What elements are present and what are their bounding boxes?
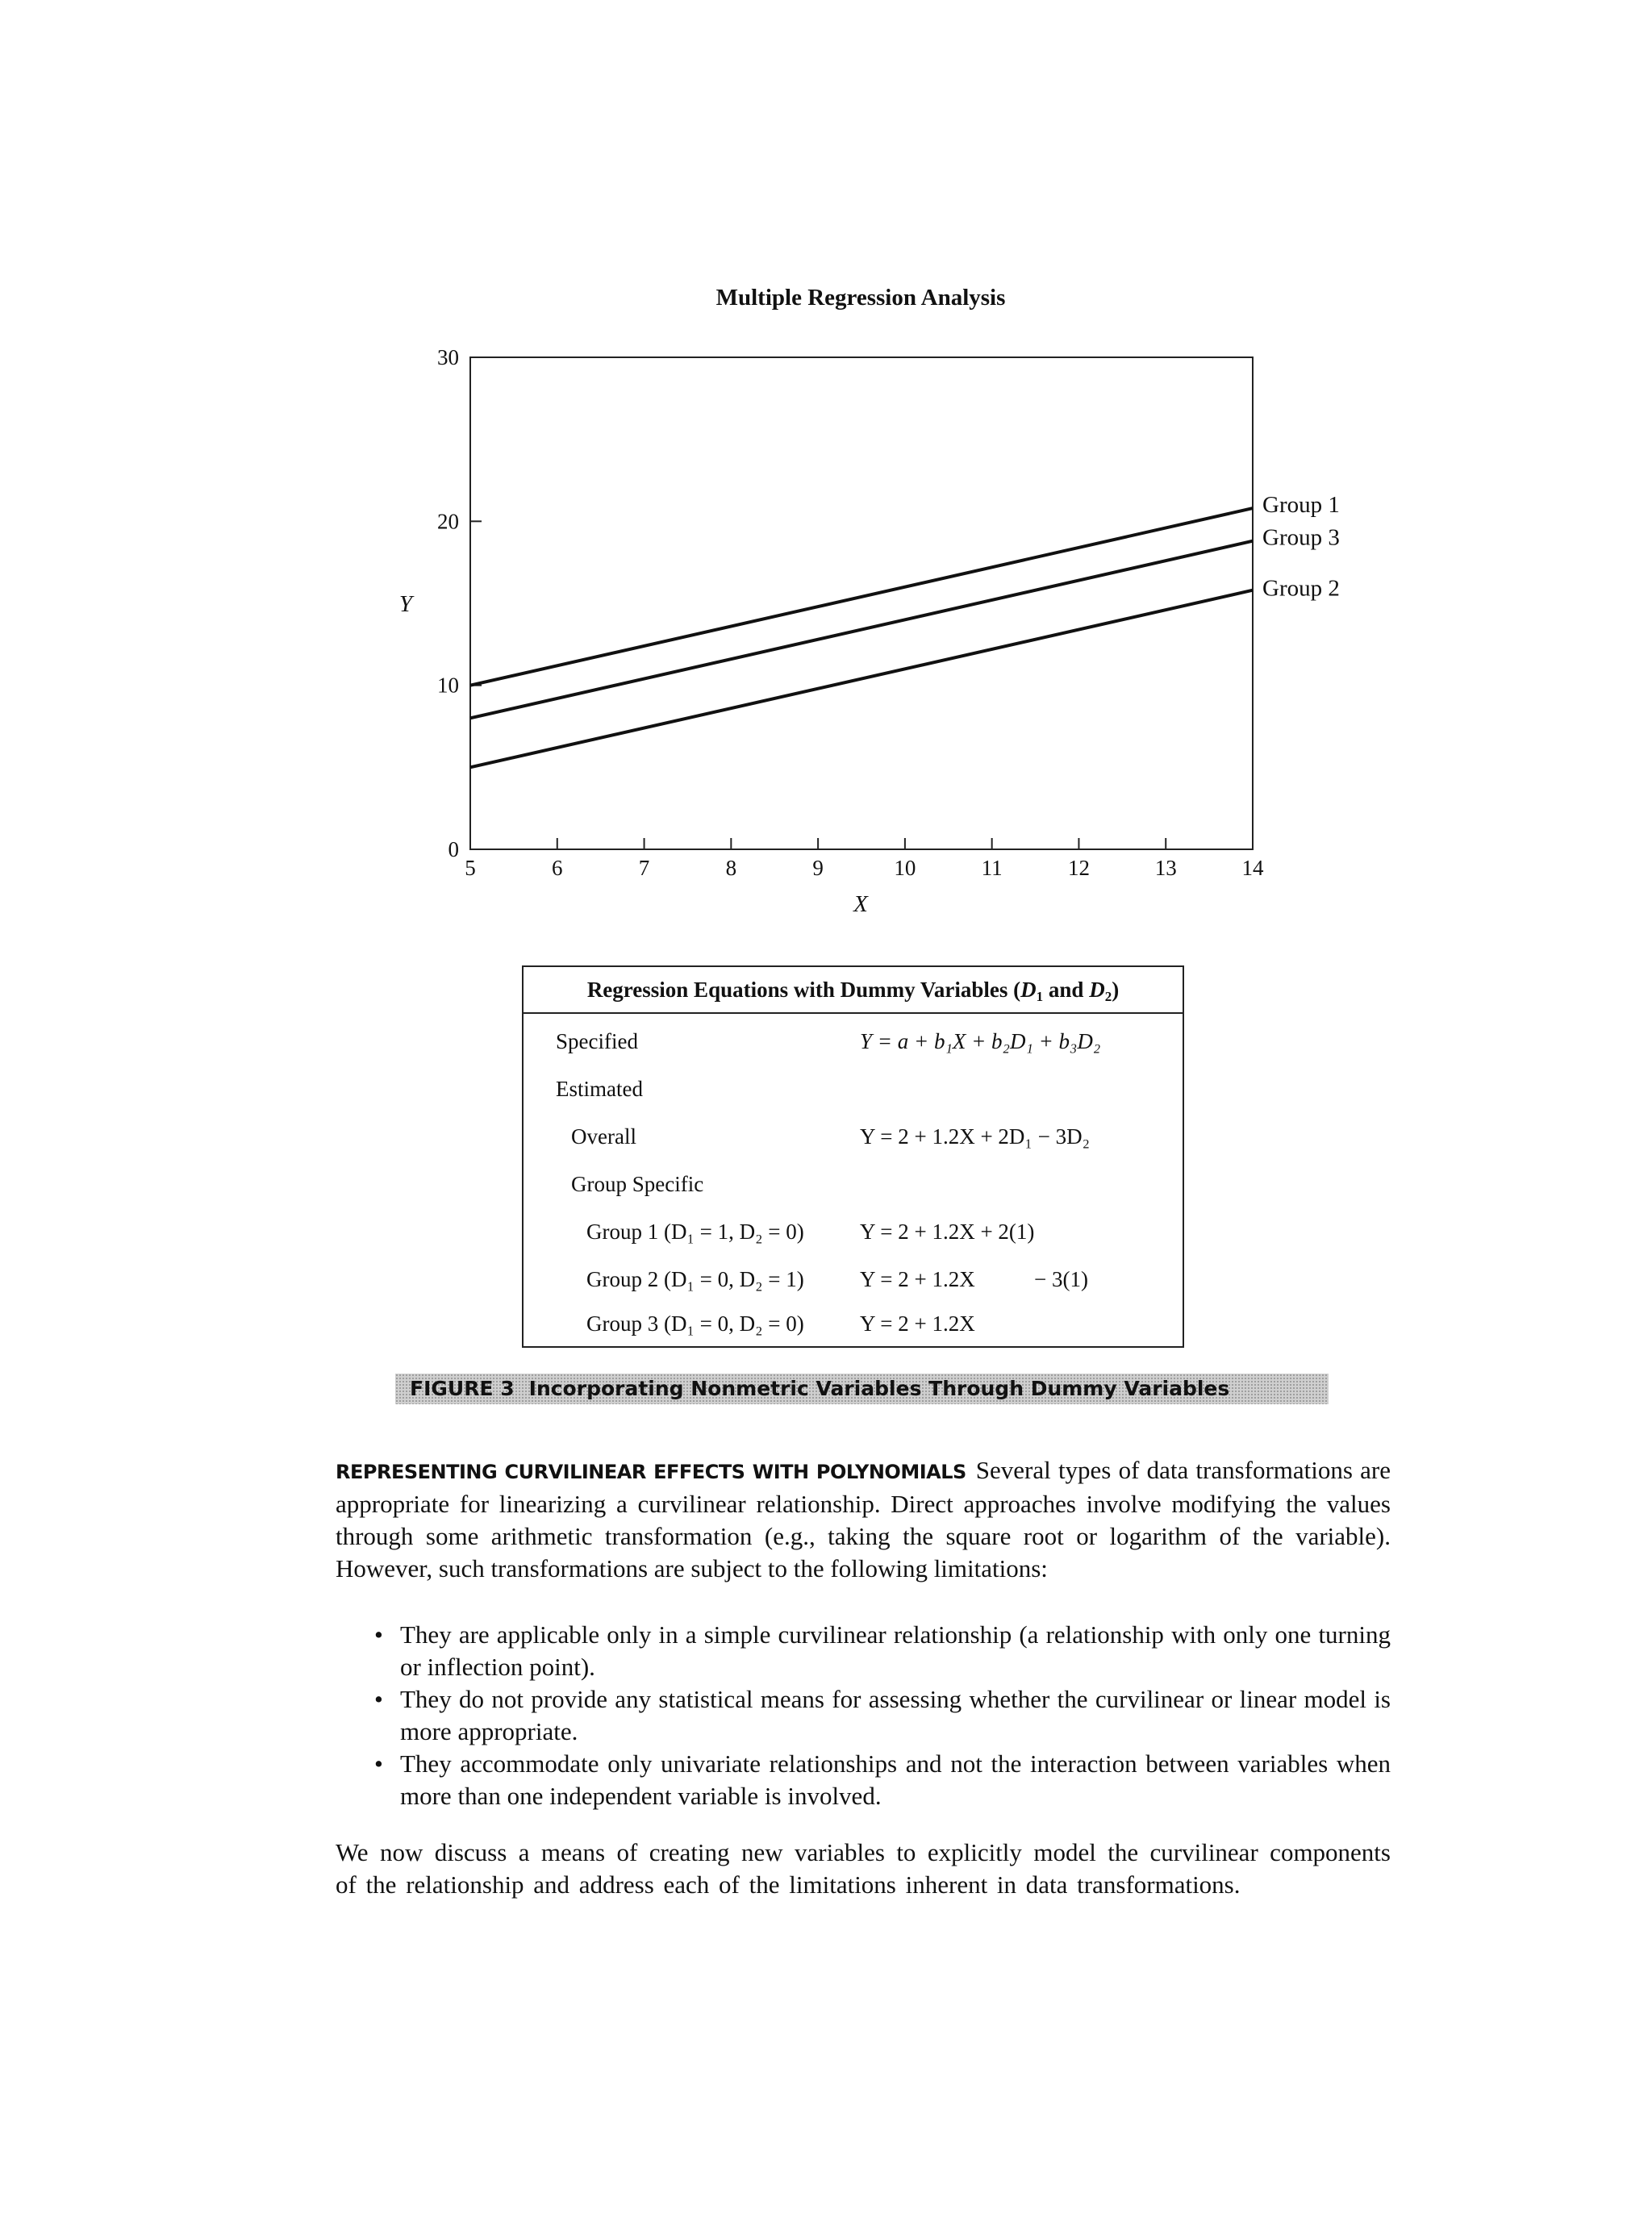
x-tick-label: 5 — [465, 856, 476, 880]
regression-chart — [0, 0, 1652, 968]
specified-equation: Y = a + b₁X + b₂D₁ + b₃D₂ — [860, 1029, 1101, 1053]
group3-equation: Y = 2 + 1.2X — [860, 1311, 975, 1336]
eq-title-part: ) — [1112, 978, 1120, 1002]
y-tick-label: 30 — [437, 345, 459, 369]
group3-label: Group 3 (D₁ = 0, D₂ = 0) — [586, 1311, 804, 1336]
x-tick-label: 11 — [981, 856, 1003, 880]
group2-label: Group 2 (D₁ = 0, D₂ = 1) — [586, 1267, 804, 1291]
chart-title: Multiple Regression Analysis — [715, 285, 1006, 311]
eq-row-group3 — [524, 1307, 1183, 1340]
figure-caption-bar — [395, 1374, 1329, 1404]
eq-title-part: Regression Equations with Dummy Variables ( — [586, 978, 1021, 1002]
series-label: Group 2 — [1262, 575, 1340, 602]
bullet-icon: • — [374, 1685, 383, 1713]
x-tick-label: 8 — [725, 856, 737, 880]
series-labels — [1262, 492, 1340, 602]
overall-equation: Y = 2 + 1.2X + 2D₁ − 3D₂ — [860, 1124, 1090, 1149]
figure-caption-text: Incorporating Nonmetric Variables Through Dummy Variables — [528, 1377, 1230, 1400]
list-item-text: They are applicable only in a simple curvilinear relationship (a relationship with only one turning or inflection point). — [400, 1620, 1391, 1681]
x-axis-title: X — [853, 891, 868, 917]
series-label: Group 3 — [1262, 524, 1340, 551]
y-tick-label: 20 — [437, 509, 459, 534]
figure-caption — [410, 1374, 1229, 1404]
x-tick-label: 10 — [894, 856, 916, 880]
paragraph-intro — [336, 1454, 1391, 1585]
series-lines — [470, 508, 1253, 767]
eq-title-d1-sub: 1 — [1036, 989, 1044, 1004]
paragraph-intro-text: Several types of data transformations are appropriate for linearizing a curvilinear relationship. Direct approaches involve modifying the values through some arithmetic transformation (e.g., taking the square root or logarithm of the variable). However, such transformations are subject to the following limitations: — [336, 1456, 1391, 1582]
x-tick-label: 13 — [1154, 856, 1177, 880]
bullet-icon: • — [374, 1620, 383, 1649]
plot-frame — [470, 357, 1253, 849]
regression-equations-box — [522, 965, 1184, 1348]
bullet-icon: • — [374, 1749, 383, 1778]
y-tick-label: 10 — [437, 673, 459, 698]
group-specific-label: Group Specific — [571, 1172, 704, 1196]
overall-label: Overall — [571, 1124, 636, 1149]
list-item-text: They accommodate only univariate relationships and not the interaction between variables when more than one independent variable is involved. — [400, 1749, 1391, 1810]
x-tick-label: 14 — [1241, 856, 1264, 880]
eq-row-group2 — [524, 1263, 1183, 1295]
x-tick-label: 9 — [812, 856, 824, 880]
equations-title — [524, 967, 1183, 1014]
eq-row-group1 — [524, 1215, 1183, 1248]
y-axis-ticks — [437, 345, 482, 861]
eq-title-d2: D — [1089, 978, 1105, 1002]
list-item — [371, 1683, 1391, 1748]
group2-equation-extra: − 3(1) — [1034, 1267, 1088, 1291]
limitations-list — [371, 1619, 1391, 1812]
group1-label: Group 1 (D₁ = 1, D₂ = 0) — [586, 1220, 804, 1244]
series-label: Group 1 — [1262, 492, 1340, 518]
y-tick-label: 0 — [448, 837, 459, 861]
y-axis-title: Y — [398, 591, 413, 617]
list-item — [371, 1748, 1391, 1812]
series-line — [470, 508, 1253, 686]
x-tick-label: 6 — [552, 856, 563, 880]
eq-title-d2-sub: 2 — [1104, 989, 1112, 1004]
estimated-label: Estimated — [556, 1077, 643, 1101]
figure-number: FIGURE 3 — [410, 1377, 515, 1400]
x-tick-label: 7 — [638, 856, 650, 880]
eq-row-estimated — [524, 1073, 1183, 1105]
group2-equation: Y = 2 + 1.2X — [860, 1267, 975, 1291]
group1-equation: Y = 2 + 1.2X + 2(1) — [860, 1220, 1035, 1244]
series-line — [470, 590, 1253, 768]
eq-row-group-specific — [524, 1168, 1183, 1200]
list-item — [371, 1619, 1391, 1683]
x-tick-label: 12 — [1067, 856, 1090, 880]
x-axis-ticks — [465, 838, 1264, 880]
paragraph-conclusion: We now discuss a means of creating new variables to explicitly model the curvilinear components of the relationship and address each of the limitations inherent in data transformations. — [336, 1838, 1391, 1899]
eq-title-d1: D — [1020, 978, 1037, 1002]
eq-title-part: and — [1043, 978, 1090, 1002]
eq-row-overall — [524, 1120, 1183, 1153]
eq-row-specified — [524, 1025, 1183, 1057]
section-heading-runin: REPRESENTING CURVILINEAR EFFECTS WITH POLYNOMIALS — [336, 1461, 966, 1483]
specified-label: Specified — [556, 1029, 638, 1053]
series-line — [470, 541, 1253, 719]
list-item-text: They do not provide any statistical means for assessing whether the curvilinear or linear model is more appropriate. — [400, 1685, 1391, 1745]
